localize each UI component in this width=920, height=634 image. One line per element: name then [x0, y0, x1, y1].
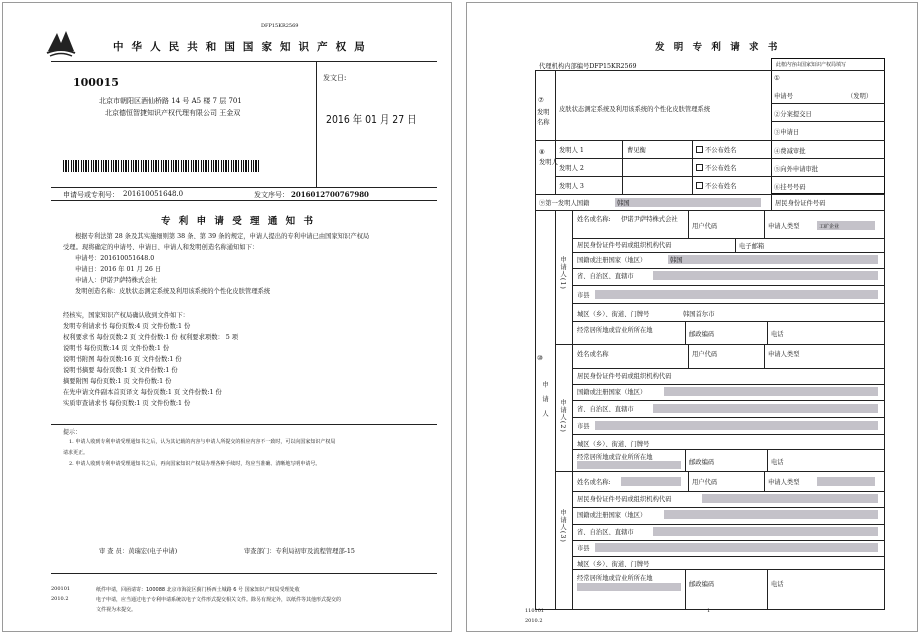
first-inventor-country: 韩国 [617, 200, 630, 207]
row-rule [572, 491, 885, 492]
exam-dept: 审查部门：专利局初审及流程管理部-15 [244, 548, 355, 555]
col-rule [764, 210, 765, 238]
province-label: 省、自治区、直辖市 [577, 406, 634, 413]
applicant-type-label: 申请人类型 [768, 479, 800, 486]
row-rule [572, 285, 885, 286]
user-code-label: 用户代码 [692, 351, 718, 358]
no-publish-label: 不公布姓名 [705, 183, 737, 190]
phone-label: 电话 [771, 331, 784, 338]
doc-line: 权利要求书 每份页数:2 页 文件份数:1 份 权利要求项数： 5 项 [63, 334, 239, 341]
inventor-3-label: 发明人 3 [559, 183, 584, 190]
row-rule [572, 238, 885, 239]
col-rule [692, 140, 693, 194]
user-code-label: 用户代码 [692, 479, 718, 486]
col-rule [685, 569, 686, 610]
no-publish-checkbox[interactable] [696, 164, 703, 171]
office-rule [771, 140, 885, 141]
street-label: 城区（乡）、街道、门牌号 [577, 561, 650, 568]
col-rule [685, 321, 686, 344]
zip-label: 邮政编码 [689, 331, 715, 338]
footer-rule [51, 573, 437, 574]
redaction [668, 255, 878, 264]
info-rule [51, 200, 437, 201]
name-label: 姓名或名称: [577, 479, 611, 486]
applicant-type-label: 申请人类型 [768, 351, 800, 358]
form-title: 发 明 专 利 请 求 书 [655, 42, 781, 53]
province-label: 省、自治区、直辖市 [577, 529, 634, 536]
notes-label: 提示： [63, 429, 82, 436]
agency-ref: 代理机构内部编号DFP15KR2569 [539, 63, 637, 70]
row-rule [555, 176, 771, 177]
redaction [653, 271, 878, 280]
footer-date: 2010.2 [51, 596, 69, 602]
circ7-label: ⑦ [538, 97, 544, 104]
doc-line: 摘要附图 每份页数:1 页 文件份数:1 份 [63, 378, 172, 385]
acceptance-notice-page [2, 2, 452, 632]
note-line: 1. 申请人收到专利申请受理通知书之后，认为其记载的内容与申请人所提交的相应内容不一致时，可以向国家知识产权局 [69, 439, 336, 445]
residence-label: 经常居所地或营业所所在地 [577, 327, 653, 334]
inventor-1-label: 发明人 1 [559, 147, 584, 154]
office-title: 中 华 人 民 共 和 国 国 家 知 识 产 权 局 [113, 41, 367, 53]
postcode: 100015 [73, 76, 119, 89]
row-rule [572, 400, 885, 401]
redaction [653, 404, 878, 413]
redaction [595, 421, 878, 430]
province-label: 省、自治区、直辖市 [577, 273, 634, 280]
redaction [577, 461, 681, 469]
office-rule [771, 158, 885, 159]
col-rule [688, 471, 689, 491]
app-type-field: （发明） [847, 93, 873, 100]
row-rule [535, 140, 771, 141]
form-footer-date: 2010.2 [525, 618, 543, 624]
page-number: 1 [707, 608, 711, 614]
foreign-filing-field: ⑤向外申请审批 [774, 166, 819, 173]
row-rule [572, 384, 885, 385]
field-app-date: 申请日：2016 年 01 月 26 日 [75, 266, 162, 273]
country-label: 国籍或注册国家（地区） [577, 512, 647, 519]
row-rule [572, 569, 885, 570]
inventor-1-name: 曹见衡 [627, 147, 646, 154]
field-app-no: 申请号：201610051648.0 [75, 255, 155, 262]
col-rule [735, 238, 736, 252]
col-rule [555, 210, 556, 610]
row-rule [555, 158, 771, 159]
col-rule [688, 210, 689, 238]
city-label: 市县 [577, 423, 590, 430]
examiner: 审 查 员：黄瑞宏(电子申请) [99, 548, 178, 555]
id-label: 居民身份证件号码或组织机构代码 [577, 496, 672, 503]
request-form-page [466, 2, 918, 632]
row-rule [572, 368, 885, 369]
applicant-1-country: 韩国 [670, 257, 683, 264]
row-rule [535, 210, 885, 211]
invention-name: 皮肤状态测定系统及利用该系统的个性化皮肤管理系统 [559, 106, 711, 113]
cnipa-logo-icon [44, 29, 78, 59]
redaction [664, 387, 878, 396]
address-box-divider [316, 61, 317, 187]
row-rule [535, 194, 885, 195]
country-label: 国籍或注册国家（地区） [577, 257, 647, 264]
applicant-1-name: 伊诺尹萨特株式会社 [621, 216, 678, 223]
applicant-2-label: 申请人(2) [559, 399, 566, 433]
col-rule [767, 449, 768, 471]
id-label: 居民身份证件号码或组织机构代码 [577, 373, 672, 380]
app-no: 201610051648.0 [123, 190, 184, 198]
footer-text: 文件视为未提交。 [96, 607, 137, 613]
field-applicant: 申请人：伊诺尹萨特株式会社 [75, 277, 157, 284]
doc-line: 说明书摘要 每份页数:1 页 文件份数:1 份 [63, 367, 178, 374]
redaction [664, 510, 878, 519]
redaction [595, 543, 878, 552]
redaction [595, 290, 878, 299]
redaction [577, 583, 681, 591]
col-rule [688, 344, 689, 368]
notes-top-rule [51, 424, 437, 425]
applicant-divider [555, 471, 885, 472]
footer-text: 电子申请，应当通过电子专利申请系统以电子文件形式提交相关文件。除另有规定外，以纸件等其他形式提交的 [96, 597, 342, 603]
inventors-label: ⑧ 发明人 [539, 149, 558, 166]
street-label: 城区（乡）、街道、门牌号 [577, 441, 650, 448]
division-date-field: ②分案提交日 [774, 111, 812, 118]
app-date-field: ③申请日 [774, 129, 800, 136]
applicant-divider [555, 344, 885, 345]
col-rule [622, 140, 623, 194]
circ1-label: ① [774, 75, 780, 82]
first-inventor-country-label: ⑨第一发明人国籍 [539, 200, 590, 207]
redaction [817, 477, 875, 486]
office-rule [771, 176, 885, 177]
residence-label: 经常居所地或营业所所在地 [577, 454, 653, 461]
address-box-bottom-rule [51, 187, 437, 188]
name-label: 姓名或名称: [577, 216, 611, 223]
serial-no: 2016012700767980 [291, 190, 369, 199]
zip-label: 邮政编码 [689, 581, 715, 588]
row-rule [572, 524, 885, 525]
col-rule [767, 569, 768, 610]
ref-code: DFP15KR2569 [261, 23, 299, 29]
name-label: 姓名或名称 [577, 351, 609, 358]
applicants-label: 申 请 人 [541, 381, 548, 418]
user-code-label: 用户代码 [692, 223, 718, 230]
row-rule [572, 303, 885, 304]
applicant-1-label: 申请人(1) [559, 256, 566, 290]
id-label: 居民身份证件号码或组织机构代码 [577, 242, 672, 249]
row-rule [572, 434, 885, 435]
doc-line: 发明专利请求书 每份页数:4 页 文件份数:1 份 [63, 323, 191, 330]
no-publish-label: 不公布姓名 [705, 165, 737, 172]
street-label: 城区（乡）、街道、门牌号 [577, 311, 650, 318]
doc-line: 实质审查请求书 每份页数:1 页 文件份数:1 份 [63, 400, 191, 407]
app-no-label: 申请号或专利号： [63, 191, 119, 199]
office-rule [771, 103, 885, 104]
applicant-block-label: ⑩ [537, 355, 543, 362]
country-label: 国籍或注册国家（地区） [577, 389, 647, 396]
intro-line-2: 受理。现将确定的申请号、申请日、申请人和发明创造名称通知如下： [63, 244, 259, 251]
no-publish-checkbox[interactable] [696, 182, 703, 189]
form-footer-code: 110101 [525, 608, 545, 614]
header-rule [51, 61, 437, 62]
row-rule [572, 417, 885, 418]
row-rule [572, 321, 885, 322]
note-line: 2. 申请人收到专利申请受理通知书之后，再向国家知识产权局办理各种手续时，均应当准确、清晰地写明申请号。 [69, 461, 321, 467]
notice-title: 专 利 申 请 受 理 通 知 书 [161, 216, 316, 227]
col-rule [764, 344, 765, 368]
residence-label: 经常居所地或营业所所在地 [577, 575, 653, 582]
row-rule [572, 540, 885, 541]
office-rule [771, 121, 885, 122]
barcode [63, 160, 259, 172]
email-label: 电子邮箱 [739, 243, 765, 250]
redaction [615, 198, 761, 207]
city-label: 市县 [577, 545, 590, 552]
send-date-label: 发文日: [323, 74, 347, 82]
applicant-1-street: 韩国首尔市 [683, 311, 715, 318]
row-rule [572, 252, 885, 253]
zip-label: 邮政编码 [689, 459, 715, 466]
applicant-type-label: 申请人类型 [768, 223, 800, 230]
no-publish-checkbox[interactable] [696, 146, 703, 153]
office-use-box [771, 58, 885, 194]
doc-line: 说明书附图 每份页数:16 页 文件份数:1 份 [63, 356, 182, 363]
doc-line: 说明书 每份页数:14 页 文件份数:1 份 [63, 345, 170, 352]
col-rule [572, 210, 573, 610]
intro-line-1: 根据专利法第 28 条及其实施细则第 38 条、第 39 条的规定，申请人提出的专利申请已由国家知识产权局 [75, 233, 370, 240]
send-date: 2016 年 01 月 27 日 [326, 113, 417, 126]
redaction [621, 477, 681, 486]
docs-intro: 经核实，国家知识产权局确认收到文件如下： [63, 312, 189, 319]
row-rule [572, 449, 885, 450]
row-rule [572, 556, 885, 557]
col-rule [685, 449, 686, 471]
app-no-field: 申请号 [774, 93, 793, 100]
redaction [702, 494, 878, 503]
col-rule [771, 194, 772, 210]
serial-label: 发文序号： [254, 191, 289, 199]
phone-label: 电话 [771, 459, 784, 466]
phone-label: 电话 [771, 581, 784, 588]
office-rule [771, 70, 885, 71]
applicant-3-label: 申请人(3) [559, 509, 566, 543]
invention-name-label: 发明 名称 [537, 109, 550, 126]
col-rule [764, 471, 765, 491]
no-publish-label: 不公布姓名 [705, 147, 737, 154]
footer-text: 纸件申请，回函请寄：100088 北京市海淀区蓟门桥西土城路 6 号 国家知识产权局受理处收 [96, 587, 300, 593]
address-line-1: 北京市朝阳区酒仙桥路 14 号 A5 楼 7 层 701 [99, 97, 242, 105]
row-rule [572, 507, 885, 508]
inventor-2-label: 发明人 2 [559, 165, 584, 172]
city-label: 市县 [577, 292, 590, 299]
footer-code: 200101 [51, 586, 71, 592]
office-use-note: 此框内容由国家知识产权局填写 [776, 62, 847, 68]
col-rule [767, 321, 768, 344]
registered-mail-field: ⑥挂号号码 [774, 184, 806, 191]
redaction [653, 527, 878, 536]
resident-id-label: 居民身份证件号码 [775, 200, 826, 207]
applicant-type-value: 工矿企业 [819, 224, 840, 230]
field-invention-name: 发明创造名称：皮肤状态测定系统及利用该系统的个性化皮肤管理系统 [75, 288, 271, 295]
doc-line: 在先申请文件副本首页译文 每份页数:1 页 文件份数:1 份 [63, 389, 222, 396]
address-line-2: 北京德恒智捷知识产权代理有限公司 王金双 [105, 109, 241, 117]
note-line: 请求更正。 [63, 450, 89, 456]
fee-reduction-field: ④费减审批 [774, 148, 806, 155]
row-rule [572, 268, 885, 269]
